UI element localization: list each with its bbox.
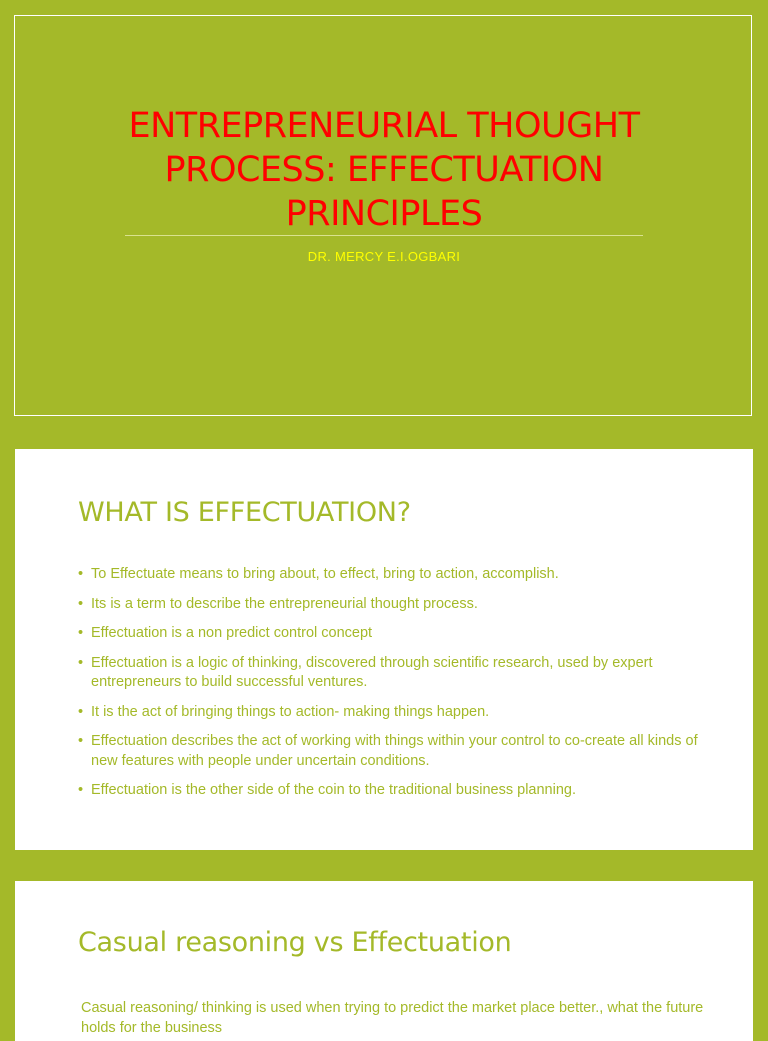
what-is-effectuation-slide: [15, 449, 753, 850]
slide-heading: WHAT IS EFFECTUATION?: [78, 497, 411, 528]
bullet-item: • Effectuation is the other side of the coin to the traditional business planning.: [78, 781, 718, 801]
slide-title: [15, 104, 753, 236]
casual-reasoning-slide: [15, 881, 753, 1041]
slide-title-line-2: PROCESS: EFFECTUATION: [164, 150, 604, 190]
bullet-item: • Effectuation is a non predict control concept: [78, 624, 718, 644]
bullet-item: • Its is a term to describe the entrepreneurial thought process.: [78, 595, 718, 615]
bullet-list: [78, 565, 718, 811]
bullet-item: • Effectuation is a logic of thinking, discovered through scientific research, used by expert entrepreneurs to build successful ventures.: [78, 654, 718, 693]
slide-body-text: Casual reasoning/ thinking is used when trying to predict the market place better., what the future holds for the business: [81, 1000, 704, 1036]
slide-title-line-3: PRINCIPLES: [285, 194, 483, 234]
bullet-item: • To Effectuate means to bring about, to effect, bring to action, accomplish.: [78, 565, 718, 585]
slide-subtitle: DR. MERCY E.I.OGBARI: [307, 249, 461, 264]
title-slide: [14, 15, 752, 416]
slide-title-line-1: ENTREPRENEURIAL THOUGHT: [128, 106, 640, 146]
slide-heading: Casual reasoning vs Effectuation: [78, 927, 512, 958]
title-divider: [125, 235, 643, 236]
bullet-item: • Effectuation describes the act of working with things within your control to co-create all kinds of new features with people under uncertain conditions.: [78, 732, 718, 771]
bullet-item: • It is the act of bringing things to action- making things happen.: [78, 703, 718, 723]
